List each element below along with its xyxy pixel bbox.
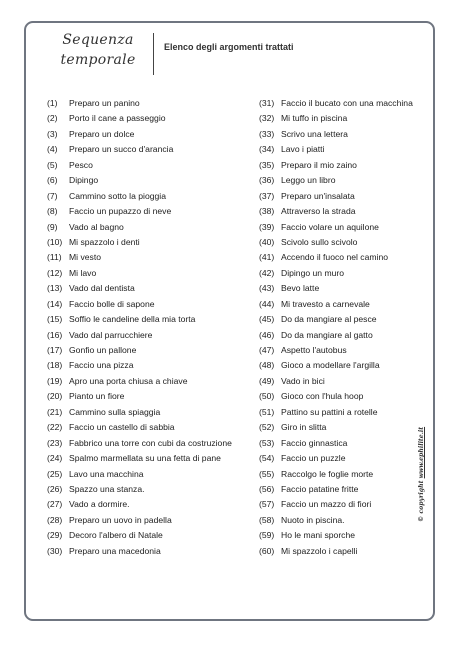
item-number: (30) bbox=[47, 545, 63, 556]
item-number: (48) bbox=[259, 360, 275, 371]
item-text: Faccio un mazzo di fiori bbox=[281, 499, 372, 510]
list-item bbox=[47, 436, 247, 451]
list-item bbox=[47, 544, 247, 559]
list-item bbox=[259, 281, 439, 296]
brand-line-2: temporale bbox=[60, 52, 136, 68]
list-item bbox=[47, 374, 247, 389]
item-number: (42) bbox=[259, 267, 275, 278]
copyright-url: www.ephilite.it bbox=[418, 426, 425, 479]
item-text: Faccio ginnastica bbox=[281, 437, 348, 448]
list-item bbox=[47, 497, 247, 512]
item-text: Giro in slitta bbox=[281, 422, 327, 433]
item-text: Decoro l'albero di Natale bbox=[69, 530, 163, 541]
item-text: Bevo latte bbox=[281, 283, 320, 294]
item-number: (60) bbox=[259, 545, 275, 556]
item-number: (2) bbox=[47, 113, 58, 124]
brand-line-1: Sequenza bbox=[62, 32, 134, 48]
item-text: Ho le mani sporche bbox=[281, 530, 356, 541]
header-divider bbox=[153, 33, 154, 75]
item-text: Faccio patatine fritte bbox=[281, 483, 359, 494]
list-item bbox=[259, 235, 439, 250]
item-text: Vado dal parrucchiere bbox=[69, 329, 153, 340]
item-number: (45) bbox=[259, 314, 275, 325]
item-number: (14) bbox=[47, 298, 63, 309]
item-number: (50) bbox=[259, 391, 275, 402]
list-item bbox=[47, 328, 247, 343]
item-number: (46) bbox=[259, 329, 275, 340]
item-number: (12) bbox=[47, 267, 63, 278]
item-number: (52) bbox=[259, 422, 275, 433]
document-title: Elenco degli argomenti trattati bbox=[164, 42, 294, 52]
item-text: Mi lavo bbox=[69, 267, 97, 278]
item-text: Dipingo bbox=[69, 175, 99, 186]
item-number: (25) bbox=[47, 468, 63, 479]
item-number: (16) bbox=[47, 329, 63, 340]
item-number: (3) bbox=[47, 128, 58, 139]
item-text: Pianto un fiore bbox=[69, 391, 125, 402]
item-text: Dipingo un muro bbox=[281, 267, 345, 278]
list-item bbox=[259, 220, 439, 235]
list-item bbox=[47, 189, 247, 204]
item-text: Faccio un castello di sabbia bbox=[69, 422, 175, 433]
item-text: Faccio il bucato con una macchina bbox=[281, 98, 413, 108]
item-text: Fabbrico una torre con cubi da costruzione bbox=[69, 437, 232, 448]
item-number: (39) bbox=[259, 221, 275, 232]
item-number: (57) bbox=[259, 499, 275, 510]
item-number: (38) bbox=[259, 206, 275, 217]
copyright-notice bbox=[418, 427, 425, 522]
item-text: Faccio un puzzle bbox=[281, 453, 346, 464]
item-text: Cammino sulla spiaggia bbox=[69, 406, 161, 417]
list-item bbox=[47, 513, 247, 528]
item-text: Preparo un panino bbox=[69, 98, 140, 108]
item-text: Mi tuffo in piscina bbox=[281, 113, 348, 124]
list-item bbox=[259, 513, 439, 528]
list-item bbox=[259, 173, 439, 188]
item-text: Preparo un succo d'arancia bbox=[69, 144, 174, 155]
item-number: (55) bbox=[259, 468, 275, 479]
item-text: Lavo una macchina bbox=[69, 468, 144, 479]
item-text: Pattino su pattini a rotelle bbox=[281, 406, 378, 417]
item-number: (59) bbox=[259, 530, 275, 541]
list-item bbox=[259, 497, 439, 512]
list-item bbox=[259, 389, 439, 404]
item-number: (7) bbox=[47, 190, 58, 201]
list-item bbox=[259, 482, 439, 497]
item-number: (24) bbox=[47, 453, 63, 464]
list-item bbox=[47, 451, 247, 466]
item-text: Pesco bbox=[69, 159, 93, 170]
item-text: Faccio volare un aquilone bbox=[281, 221, 379, 232]
item-number: (28) bbox=[47, 514, 63, 525]
item-number: (1) bbox=[47, 98, 58, 108]
item-text: Vado in bici bbox=[281, 375, 325, 386]
item-number: (53) bbox=[259, 437, 275, 448]
item-text: Vado dal dentista bbox=[69, 283, 135, 294]
item-number: (58) bbox=[259, 514, 275, 525]
list-item bbox=[47, 250, 247, 265]
list-item bbox=[47, 220, 247, 235]
list-item bbox=[47, 528, 247, 543]
list-item bbox=[47, 158, 247, 173]
list-item bbox=[47, 389, 247, 404]
list-item bbox=[259, 204, 439, 219]
item-text: Aspetto l'autobus bbox=[281, 345, 347, 355]
list-item bbox=[259, 96, 439, 111]
item-text: Gioco a modellare l'argilla bbox=[281, 360, 380, 371]
list-item bbox=[259, 328, 439, 343]
item-number: (35) bbox=[259, 159, 275, 170]
list-item bbox=[259, 142, 439, 157]
item-number: (18) bbox=[47, 360, 63, 371]
item-number: (43) bbox=[259, 283, 275, 294]
list-item bbox=[47, 467, 247, 482]
list-item bbox=[259, 189, 439, 204]
list-item bbox=[47, 312, 247, 327]
item-number: (17) bbox=[47, 345, 63, 355]
item-number: (26) bbox=[47, 483, 63, 494]
item-number: (27) bbox=[47, 499, 63, 510]
list-item bbox=[259, 312, 439, 327]
item-number: (33) bbox=[259, 128, 275, 139]
item-text: Porto il cane a passeggio bbox=[69, 113, 166, 124]
list-item bbox=[47, 297, 247, 312]
item-text: Vado a dormire. bbox=[69, 499, 130, 510]
item-text: Leggo un libro bbox=[281, 175, 336, 186]
item-text: Preparo una macedonia bbox=[69, 545, 161, 556]
item-text: Gonfio un pallone bbox=[69, 345, 137, 355]
list-item bbox=[259, 528, 439, 543]
list-item bbox=[259, 467, 439, 482]
item-text: Raccolgo le foglie morte bbox=[281, 468, 374, 479]
item-number: (44) bbox=[259, 298, 275, 309]
list-item bbox=[259, 374, 439, 389]
item-text: Mi vesto bbox=[69, 252, 101, 263]
item-text: Nuoto in piscina. bbox=[281, 514, 345, 525]
list-item bbox=[47, 96, 247, 111]
item-number: (8) bbox=[47, 206, 58, 217]
item-number: (41) bbox=[259, 252, 275, 263]
list-item bbox=[259, 451, 439, 466]
item-text: Mi spazzolo i capelli bbox=[281, 545, 358, 556]
item-number: (37) bbox=[259, 190, 275, 201]
item-number: (56) bbox=[259, 483, 275, 494]
item-number: (49) bbox=[259, 375, 275, 386]
item-number: (19) bbox=[47, 375, 63, 386]
item-text: Do da mangiare al pesce bbox=[281, 314, 377, 325]
item-number: (21) bbox=[47, 406, 63, 417]
item-number: (22) bbox=[47, 422, 63, 433]
item-text: Cammino sotto la pioggia bbox=[69, 190, 166, 201]
item-number: (23) bbox=[47, 437, 63, 448]
item-text: Faccio un pupazzo di neve bbox=[69, 206, 172, 217]
list-item bbox=[259, 420, 439, 435]
item-number: (13) bbox=[47, 283, 63, 294]
item-number: (51) bbox=[259, 406, 275, 417]
item-text: Spalmo marmellata su una fetta di pane bbox=[69, 453, 221, 464]
copyright-prefix: © copyright bbox=[418, 480, 425, 522]
item-number: (20) bbox=[47, 391, 63, 402]
item-number: (36) bbox=[259, 175, 275, 186]
item-text: Preparo un dolce bbox=[69, 128, 135, 139]
item-text: Spazzo una stanza. bbox=[69, 483, 145, 494]
item-number: (47) bbox=[259, 345, 275, 355]
item-text: Do da mangiare al gatto bbox=[281, 329, 373, 340]
item-text: Preparo il mio zaino bbox=[281, 159, 357, 170]
list-item bbox=[259, 436, 439, 451]
item-number: (34) bbox=[259, 144, 275, 155]
item-text: Gioco con l'hula hoop bbox=[281, 391, 364, 402]
list-item bbox=[47, 482, 247, 497]
topic-list-right bbox=[259, 96, 439, 559]
item-number: (5) bbox=[47, 159, 58, 170]
list-item bbox=[259, 544, 439, 559]
item-text: Lavo i piatti bbox=[281, 144, 325, 155]
item-number: (6) bbox=[47, 175, 58, 186]
list-item bbox=[47, 111, 247, 126]
item-text: Faccio una pizza bbox=[69, 360, 134, 371]
item-text: Attraverso la strada bbox=[281, 206, 356, 217]
list-item bbox=[47, 281, 247, 296]
item-text: Scivolo sullo scivolo bbox=[281, 236, 358, 247]
item-text: Preparo un uovo in padella bbox=[69, 514, 172, 525]
item-number: (11) bbox=[47, 252, 62, 263]
item-text: Faccio bolle di sapone bbox=[69, 298, 155, 309]
list-item bbox=[47, 405, 247, 420]
list-item bbox=[259, 127, 439, 142]
item-text: Vado al bagno bbox=[69, 221, 124, 232]
item-text: Apro una porta chiusa a chiave bbox=[69, 375, 188, 386]
brand-title bbox=[50, 30, 146, 70]
item-text: Scrivo una lettera bbox=[281, 128, 348, 139]
item-text: Mi travesto a carnevale bbox=[281, 298, 370, 309]
list-item bbox=[259, 266, 439, 281]
item-text: Mi spazzolo i denti bbox=[69, 236, 140, 247]
item-number: (4) bbox=[47, 144, 58, 155]
item-number: (29) bbox=[47, 530, 63, 541]
list-item bbox=[47, 235, 247, 250]
list-item bbox=[47, 204, 247, 219]
item-text: Soffio le candeline della mia torta bbox=[69, 314, 196, 325]
item-text: Accendo il fuoco nel camino bbox=[281, 252, 389, 263]
list-item bbox=[259, 297, 439, 312]
list-item bbox=[259, 158, 439, 173]
list-item bbox=[259, 111, 439, 126]
list-item bbox=[47, 127, 247, 142]
list-item bbox=[259, 358, 439, 373]
list-item bbox=[47, 173, 247, 188]
list-item bbox=[47, 358, 247, 373]
item-number: (15) bbox=[47, 314, 63, 325]
list-item bbox=[259, 250, 439, 265]
list-item bbox=[47, 266, 247, 281]
item-number: (31) bbox=[259, 98, 275, 108]
list-item bbox=[259, 343, 439, 358]
item-number: (54) bbox=[259, 453, 275, 464]
list-item bbox=[47, 420, 247, 435]
item-number: (32) bbox=[259, 113, 275, 124]
list-item bbox=[259, 405, 439, 420]
item-number: (40) bbox=[259, 236, 275, 247]
list-item bbox=[47, 343, 247, 358]
item-number: (10) bbox=[47, 236, 63, 247]
item-text: Preparo un'insalata bbox=[281, 190, 355, 201]
topic-list-left bbox=[47, 96, 247, 559]
list-item bbox=[47, 142, 247, 157]
item-number: (9) bbox=[47, 221, 58, 232]
